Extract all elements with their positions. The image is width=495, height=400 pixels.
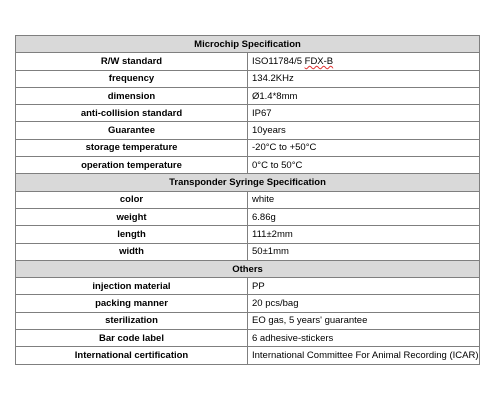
row-label: width (16, 243, 248, 260)
row-label: injection material (16, 278, 248, 295)
table-row (16, 139, 480, 156)
row-label: length (16, 226, 248, 243)
table-row (16, 122, 480, 139)
row-value: Ø1.4*8mm (248, 87, 480, 104)
specification-table (15, 35, 480, 365)
table-row (16, 191, 480, 208)
row-value: 111±2mm (248, 226, 480, 243)
table-row (16, 70, 480, 87)
section-title-syringe: Transponder Syringe Specification (16, 174, 480, 191)
row-value: 6.86g (248, 208, 480, 225)
table-row (16, 295, 480, 312)
section-header-row (16, 260, 480, 277)
row-label: color (16, 191, 248, 208)
section-title-microchip: Microchip Specification (16, 36, 480, 53)
row-value: 50±1mm (248, 243, 480, 260)
row-label: International certification (16, 347, 248, 364)
section-title-others: Others (16, 260, 480, 277)
row-value: 6 adhesive-stickers (248, 330, 480, 347)
table-row (16, 53, 480, 70)
table-row (16, 87, 480, 104)
row-value: white (248, 191, 480, 208)
row-label: packing manner (16, 295, 248, 312)
row-value: 10years (248, 122, 480, 139)
table-row (16, 105, 480, 122)
row-label: storage temperature (16, 139, 248, 156)
row-label: weight (16, 208, 248, 225)
row-label: sterilization (16, 312, 248, 329)
table-row (16, 330, 480, 347)
row-value: International Committee For Animal Recording (ICAR) (248, 347, 480, 364)
row-value (248, 53, 480, 70)
row-value: IP67 (248, 105, 480, 122)
row-label: dimension (16, 87, 248, 104)
row-label: Bar code label (16, 330, 248, 347)
row-label: operation temperature (16, 157, 248, 174)
row-value-part: ISO11784/5 (252, 55, 305, 67)
row-label: R/W standard (16, 53, 248, 70)
section-header-row (16, 174, 480, 191)
row-value: 20 pcs/bag (248, 295, 480, 312)
row-label: frequency (16, 70, 248, 87)
table-row (16, 226, 480, 243)
row-value: 134.2KHz (248, 70, 480, 87)
row-value: EO gas, 5 years' guarantee (248, 312, 480, 329)
table-row (16, 208, 480, 225)
table-row (16, 347, 480, 364)
table-row (16, 278, 480, 295)
row-label: anti-collision standard (16, 105, 248, 122)
table-row (16, 312, 480, 329)
table-row (16, 243, 480, 260)
row-value: -20°C to +50°C (248, 139, 480, 156)
section-header-row (16, 36, 480, 53)
row-value-part-flagged: FDX-B (304, 55, 334, 67)
row-value: 0°C to 50°C (248, 157, 480, 174)
table-row (16, 157, 480, 174)
row-label: Guarantee (16, 122, 248, 139)
row-value: PP (248, 278, 480, 295)
